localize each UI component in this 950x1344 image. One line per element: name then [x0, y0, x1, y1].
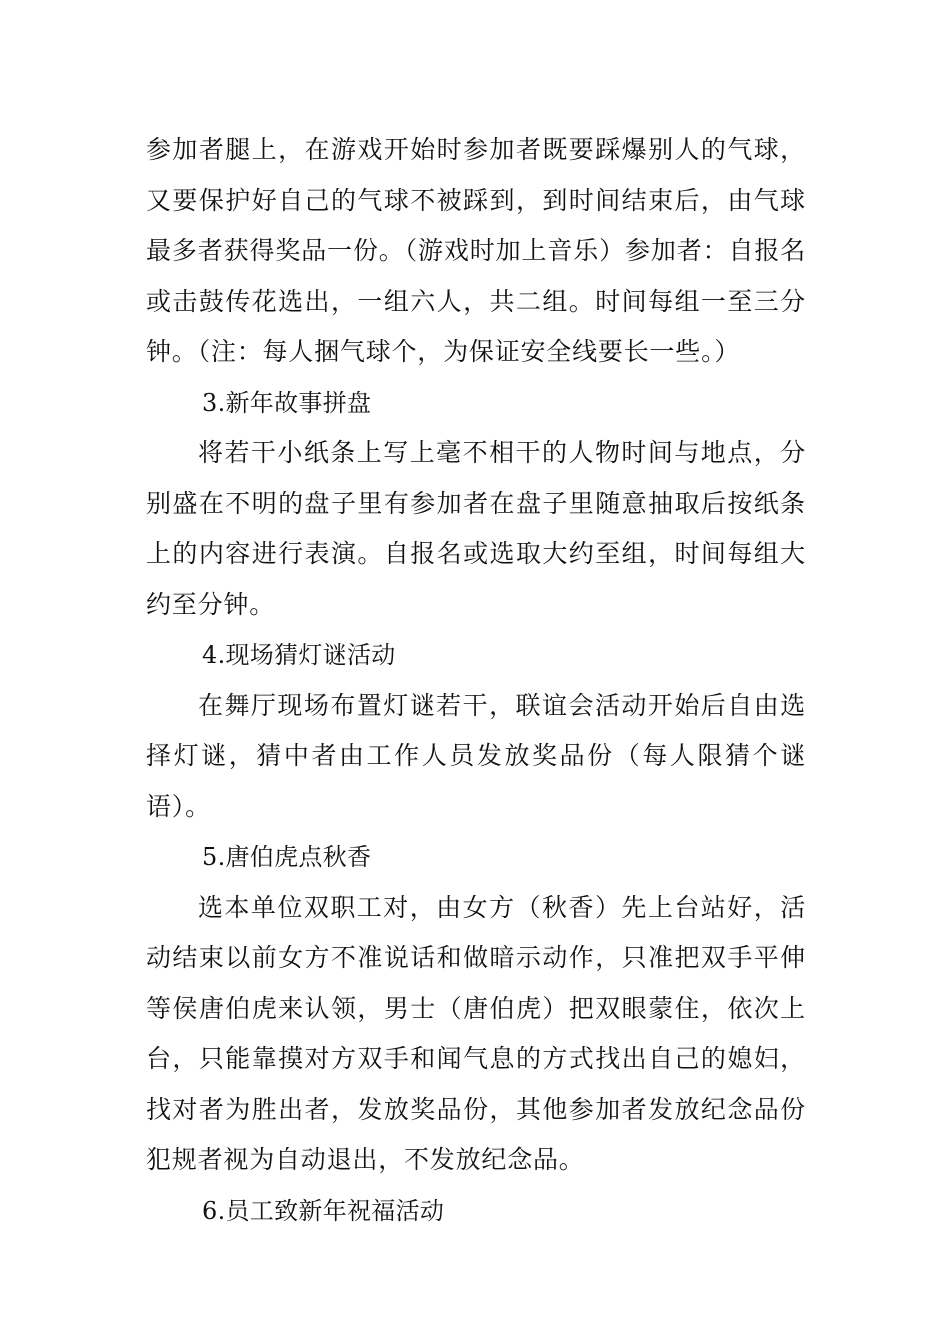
paragraph-tang-bohu: 选本单位双职工对，由女方（秋香）先上台站好，活动结束以前女方不准说话和做暗示动作，只准把双手平伸等侯唐伯虎来认领，男士（唐伯虎）把双眼蒙住，依次上台，只能靠摸对方双手和闻气息的方式找出自己的媳妇，找对者为胜出者，发放奖品份，其他参加者发放纪念品份犯规者视为自动退出，不发放纪念品。 [146, 892, 806, 1174]
paragraph-lantern-riddles: 在舞厅现场布置灯谜若干，联谊会活动开始后自由选择灯谜，猜中者由工作人员发放奖品份（每人限猜个谜语）。 [146, 690, 806, 821]
heading-lantern-riddles: 4.现场猜灯谜活动 [202, 641, 396, 669]
heading-new-year-wishes: 6.员工致新年祝福活动 [202, 1196, 445, 1225]
heading-tang-bohu: 5.唐伯虎点秋香 [202, 843, 372, 871]
paragraph-story-puzzle: 将若干小纸条上写上毫不相干的人物时间与地点，分别盛在不明的盘子里有参加者在盘子里随意抽取后按纸条上的内容进行表演。自报名或选取大约至组，时间每组大约至分钟。 [146, 438, 806, 619]
document-body [146, 125, 806, 1236]
paragraph-balloon-stomp-continued: 参加者腿上，在游戏开始时参加者既要踩爆别人的气球，又要保护好自己的气球不被踩到，到时间结束后，由气球最多者获得奖品一份。（游戏时加上音乐）参加者：自报名或击鼓传花选出，一组六人，共二组。时间每组一至三分钟。（注：每人捆气球个，为保证安全线要长一些。） [146, 135, 806, 366]
heading-story-puzzle: 3.新年故事拼盘 [202, 388, 372, 417]
